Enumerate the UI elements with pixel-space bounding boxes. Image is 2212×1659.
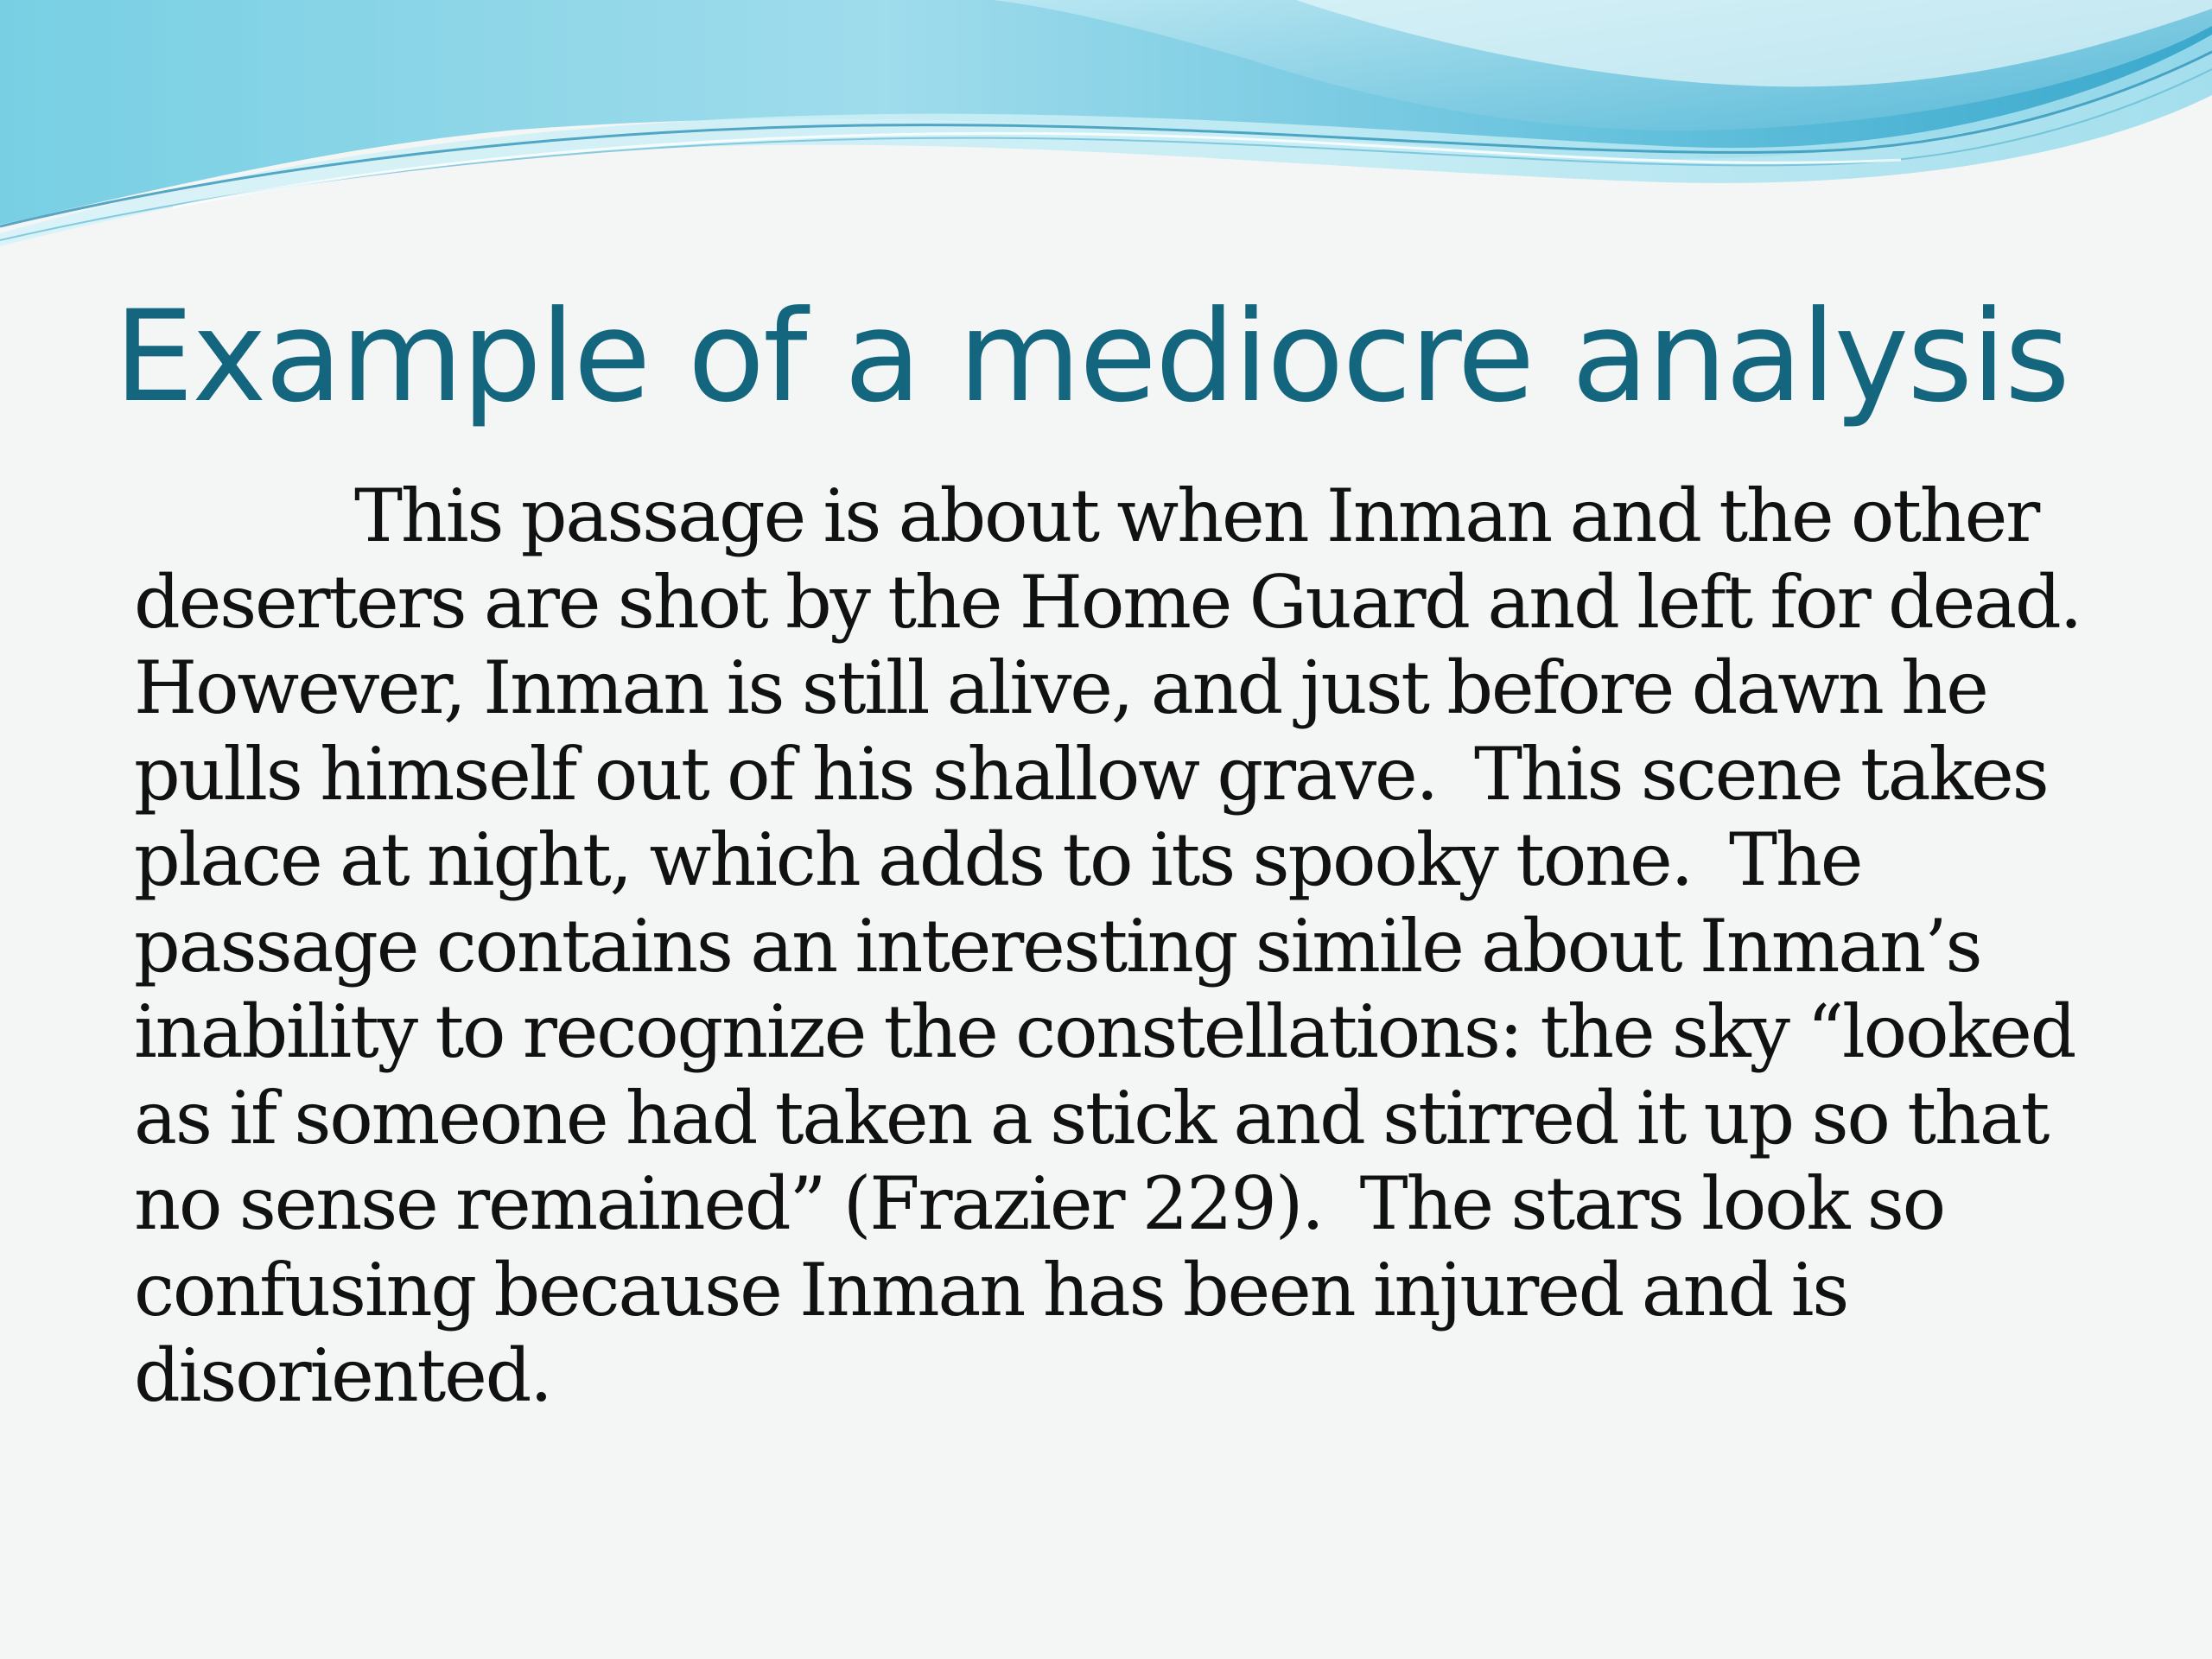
body-line: as if someone had taken a stick and stirred it up so that (134, 1075, 2049, 1160)
body-line: However, Inman is still alive, and just before dawn he (134, 645, 1987, 730)
body-line: place at night, which adds to its spooky tone. The (134, 817, 1862, 902)
slide-title: Example of a mediocre analysis (114, 283, 2069, 430)
body-line: disoriented. (134, 1333, 551, 1418)
wave-header-decoration (0, 0, 2212, 259)
body-line: deserters are shot by the Home Guard and left for dead. (134, 559, 2082, 645)
slide-body-text (134, 474, 2087, 1420)
body-line: This passage is about when Inman and the other (354, 474, 2039, 558)
body-line: inability to recognize the constellations: the sky “looked (134, 989, 2075, 1074)
body-line: no sense remained” (Frazier 229). The stars look so (134, 1161, 1945, 1246)
body-line: passage contains an interesting simile about Inman’s (134, 903, 1981, 988)
body-line: confusing because Inman has been injured and is (134, 1247, 1848, 1332)
body-line: pulls himself out of his shallow grave. This scene takes (134, 731, 2048, 817)
